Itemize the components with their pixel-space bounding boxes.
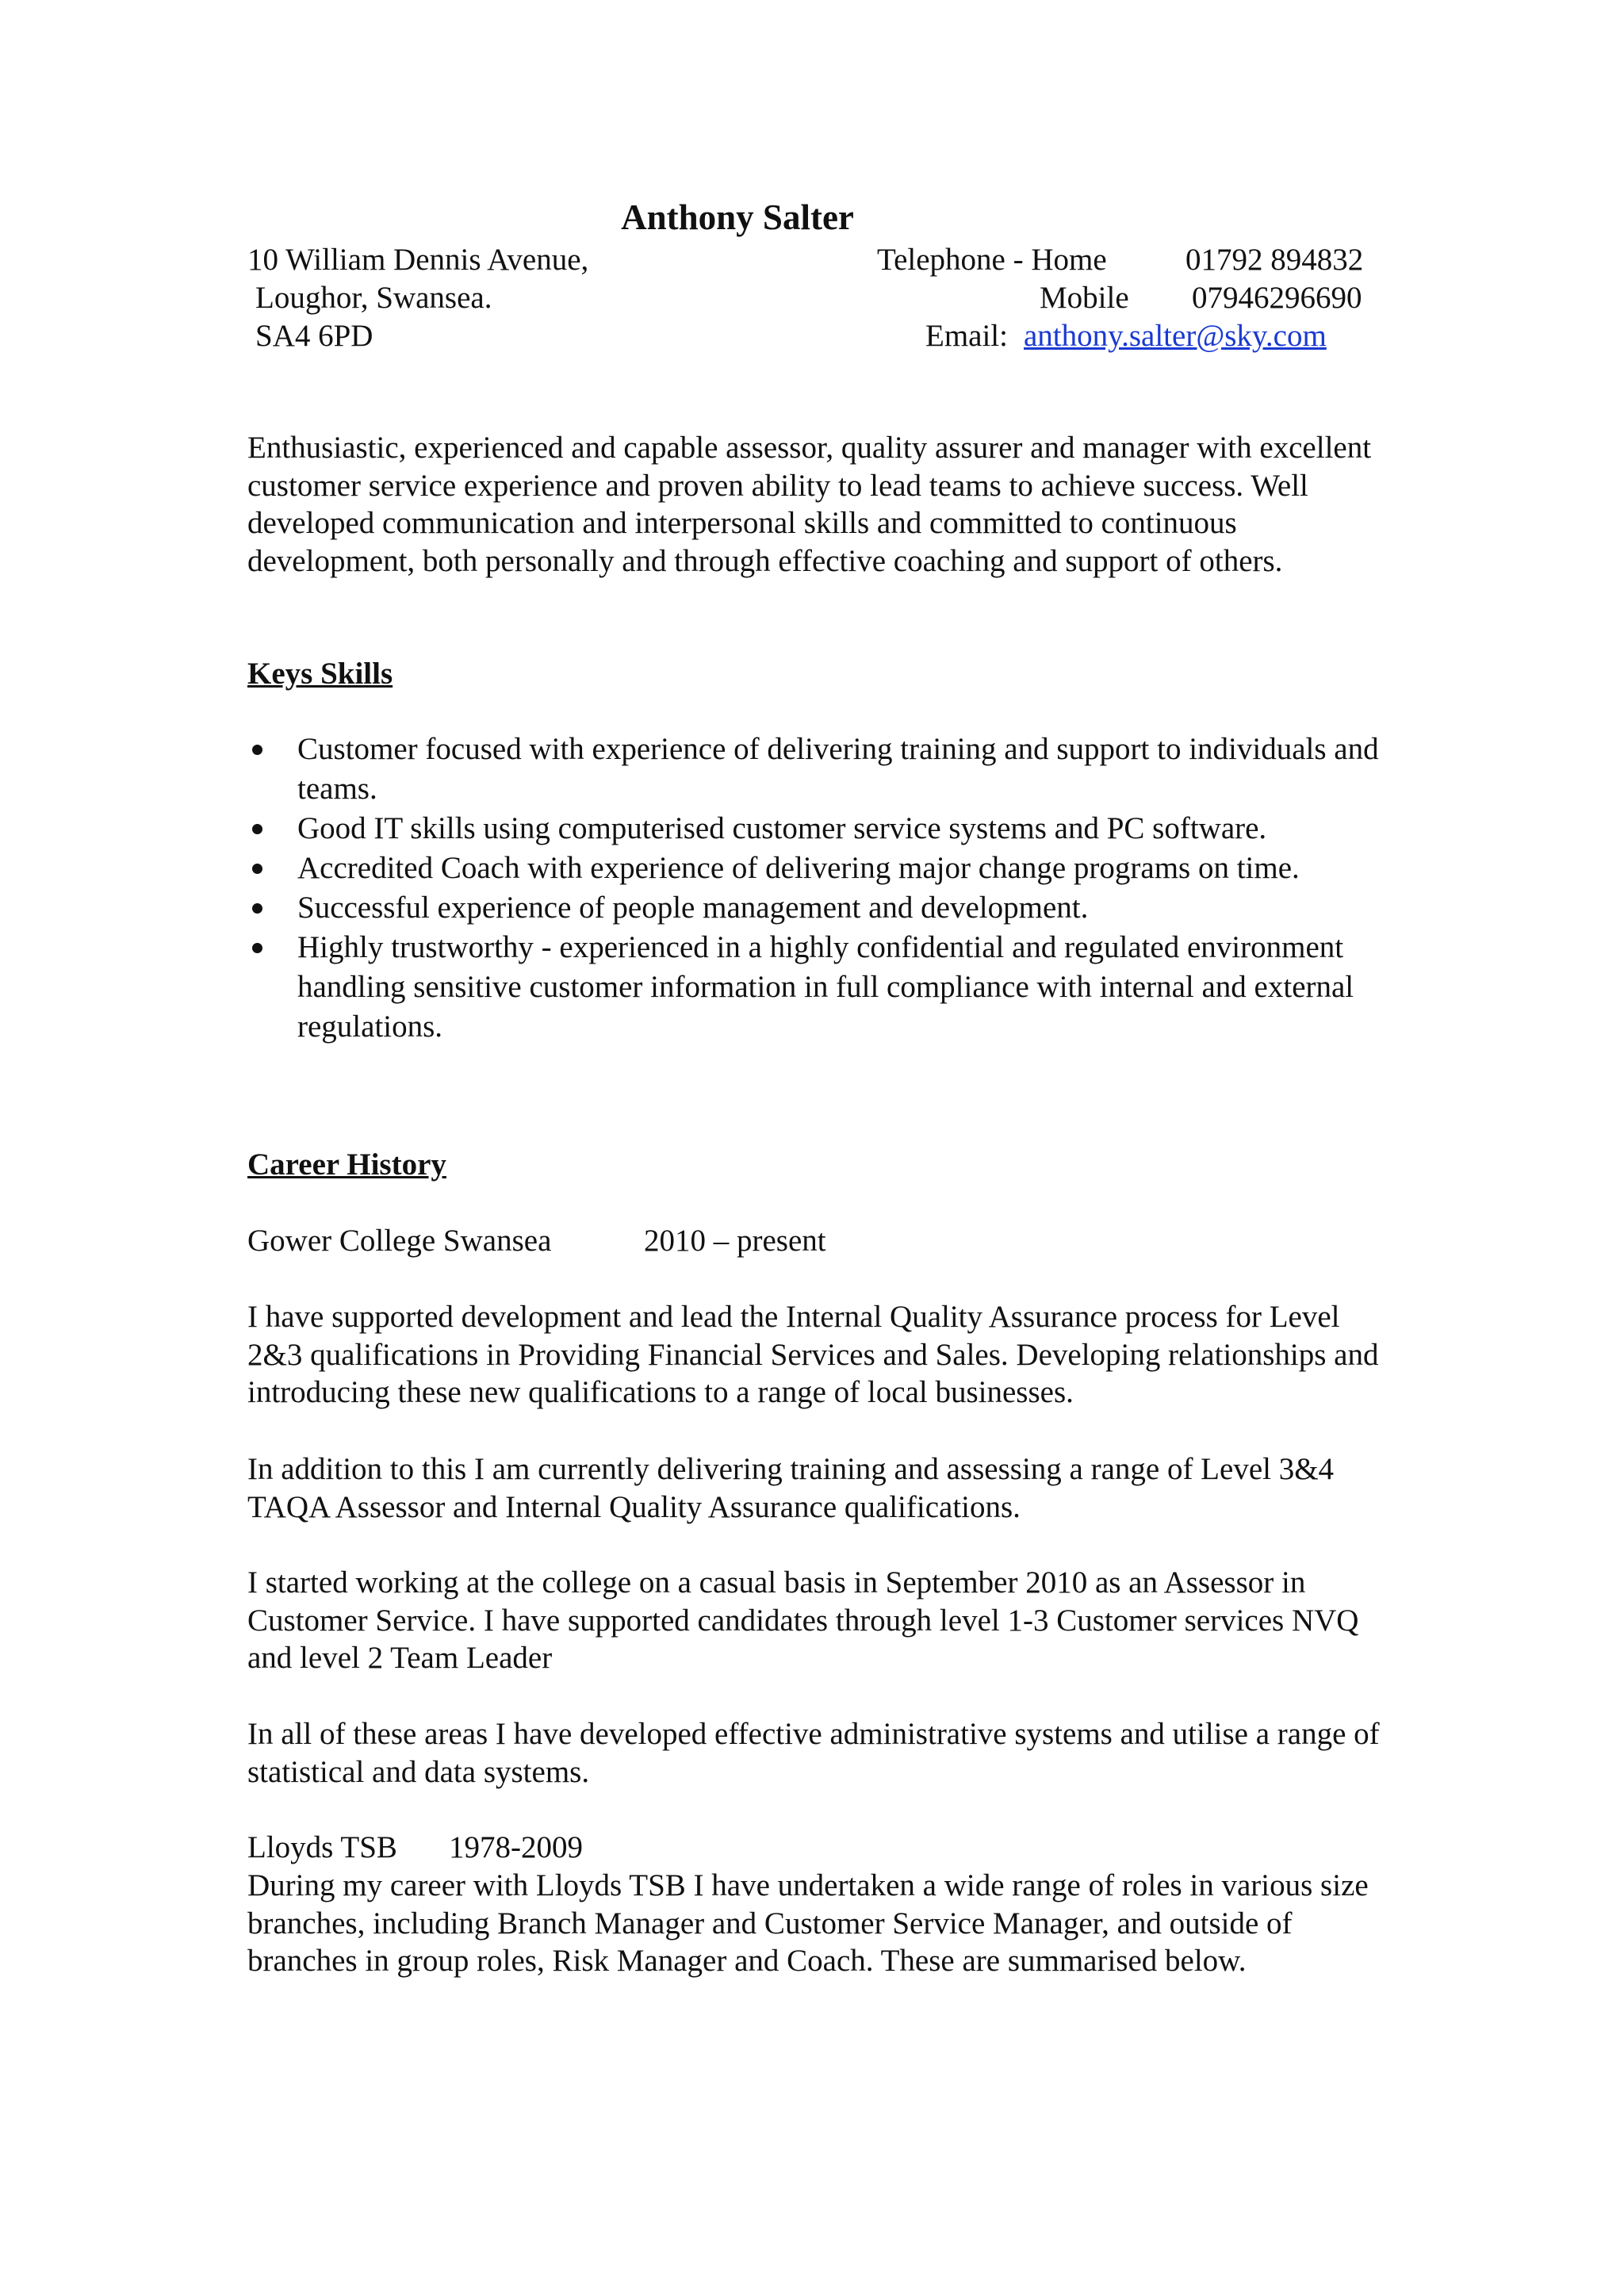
mobile-label: Mobile [1040,281,1129,315]
job1-employer: Gower College Swansea [247,1224,552,1258]
bullet-icon [252,903,262,914]
job1-paragraph-4: In all of these areas I have developed effective administrative systems and utilise a range of statistical and data systems. [247,1717,1380,1789]
skill-item: Accredited Coach with experience of delivering major change programs on time. [247,849,1389,888]
job2-dates: 1978-2009 [449,1830,583,1864]
email-label: Email: [925,319,1008,353]
bullet-icon [252,864,262,874]
candidate-name: Anthony Salter [621,197,854,237]
skill-item: Good IT skills using computerised customer service systems and PC software. [247,809,1389,849]
telephone-number: 01792 894832 [1185,243,1364,277]
skill-item: Highly trustworthy - experienced in a highly confidential and regulated environment handling sensitive customer information in full compliance with internal and external regulations. [247,928,1389,1047]
skill-item: Customer focused with experience of delivering training and support to individuals and teams. [247,730,1389,809]
email-link[interactable]: anthony.salter@sky.com [1024,319,1327,353]
bullet-icon [252,824,262,834]
job1-paragraph-1: I have supported development and lead the Internal Quality Assurance process for Level 2&3 qualifications in Providing Financial Services and Sales. Developing relationships and introducing these new qualifications to a range of local businesses. [247,1300,1379,1409]
skill-item: Successful experience of people management and development. [247,888,1389,928]
address-line-3: SA4 6PD [255,319,373,353]
bullet-icon [252,943,262,953]
bullet-icon [252,745,262,755]
telephone-label: Telephone - Home [877,243,1107,277]
key-skills-heading: Keys Skills [247,657,393,691]
address-line-1: 10 William Dennis Avenue, [247,243,589,277]
career-history-heading: Career History [247,1148,446,1182]
mobile-number: 07946296690 [1192,281,1362,315]
job2-employer: Lloyds TSB [247,1830,397,1864]
address-line-2: Loughor, Swansea. [255,281,492,315]
profile-summary: Enthusiastic, experienced and capable assessor, quality assurer and manager with excellent customer service experience and proven ability to lead teams to achieve success. Well developed communication and interpersonal skills and committed to continuous development, both personally and through effective coaching and support of others. [247,431,1372,578]
key-skills-list [247,730,1389,1047]
job2-paragraph: During my career with Lloyds TSB I have undertaken a wide range of roles in various size branches, including Branch Manager and Customer Service Manager, and outside of branches in group roles, Risk Manager and Coach. These are summarised below. [247,1868,1369,1978]
job1-paragraph-3: I started working at the college on a casual basis in September 2010 as an Assessor in Customer Service. I have supported candidates through level 1-3 Customer services NVQ and level 2 Team Leader [247,1565,1359,1675]
job1-paragraph-2: In addition to this I am currently delivering training and assessing a range of Level 3&4 TAQA Assessor and Internal Quality Assurance qualifications. [247,1452,1335,1524]
job1-dates: 2010 – present [644,1224,826,1258]
